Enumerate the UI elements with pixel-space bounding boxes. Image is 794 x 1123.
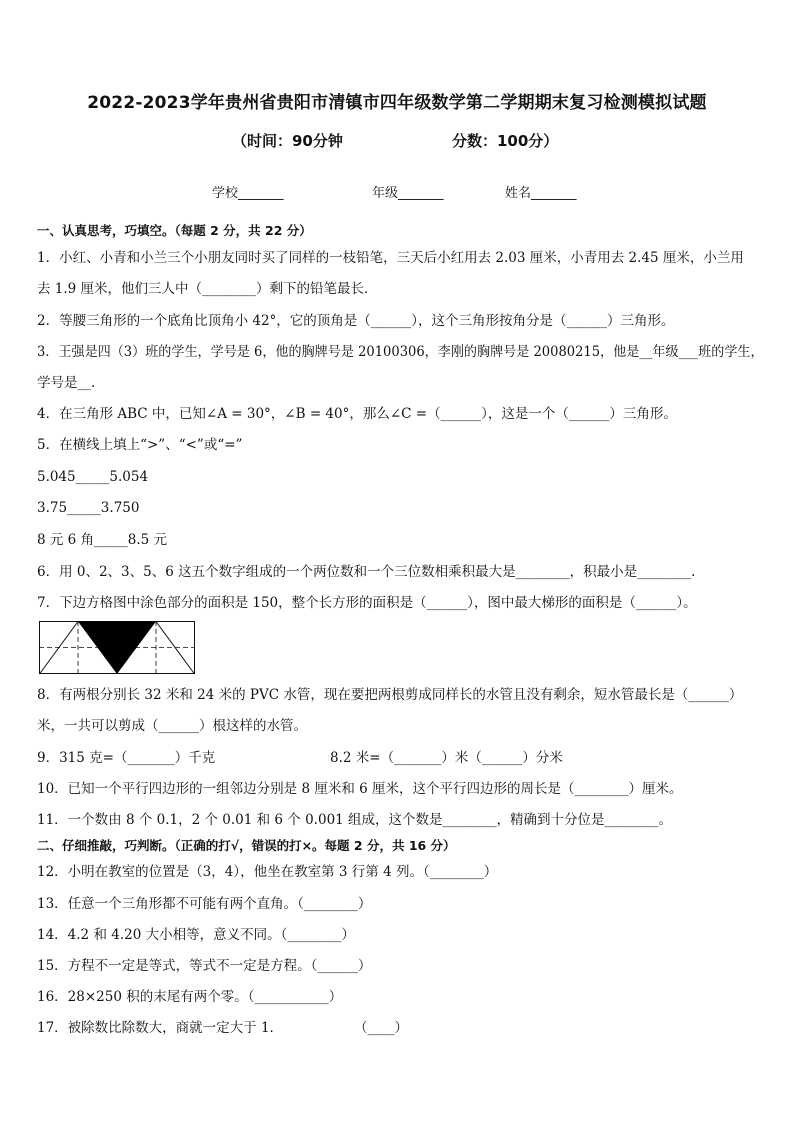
question-14: 14．4.2 和 4.20 大小相等，意义不同。（________） xyxy=(37,927,355,943)
grade-field[interactable]: 年级_______ xyxy=(372,186,444,201)
question-15: 15．方程不一定是等式，等式不一定是方程。（______） xyxy=(37,958,372,974)
question-7-grid-figure xyxy=(39,621,196,675)
question-3-line-2: 学号是__. xyxy=(37,375,96,391)
question-9-a: 9．315 克=（_______）千克 xyxy=(37,750,216,766)
question-8-line-2: 米，一共可以剪成（______）根这样的水管。 xyxy=(37,718,307,734)
question-6: 6．用 0、2、3、5、6 这五个数字组成的一个两位数和一个三位数相乘积最大是________，积最小是________. xyxy=(37,564,696,580)
question-5-a: 5.045_____5.054 xyxy=(37,469,149,485)
question-11: 11．一个数由 8 个 0.1，2 个 0.01 和 6 个 0.001 组成，这个数是________，精确到十分位是________。 xyxy=(37,812,673,828)
exam-score: 分数：100分） xyxy=(452,132,559,150)
question-5-b: 3.75_____3.750 xyxy=(37,500,140,516)
section-2-heading: 二、仔细推敲，巧判断。（正确的打√，错误的打×。每题 2 分，共 16 分） xyxy=(37,838,456,853)
question-16: 16．28×250 积的末尾有两个零。（___________） xyxy=(37,989,343,1005)
question-5-stem: 5．在横线上填上“>”、“<”或“=” xyxy=(37,437,243,453)
section-1-heading: 一、认真思考，巧填空。（每题 2 分，共 22 分） xyxy=(37,223,312,238)
question-13: 13．任意一个三角形都不可能有两个直角。（________） xyxy=(37,896,372,912)
question-12: 12．小明在教室的位置是（3，4），他坐在教室第 3 行第 4 列。（________） xyxy=(37,864,498,880)
question-3-line-1: 3．王强是四（3）班的学生，学号是 6，他的胸牌号是 20100306，李刚的胸牌号是 20080215，他是__年级___班的学生， xyxy=(37,344,764,360)
question-5-c: 8 元 6 角_____8.5 元 xyxy=(37,532,168,548)
question-7: 7．下边方格图中涂色部分的面积是 150，整个长方形的面积是（______），图中最大梯形的面积是（______）。 xyxy=(37,595,697,611)
question-1-line-2: 去 1.9 厘米，他们三人中（________）剩下的铅笔最长． xyxy=(37,281,378,297)
school-field[interactable]: 学校_______ xyxy=(212,186,284,201)
page-title: 2022-2023学年贵州省贵阳市清镇市四年级数学第二学期期末复习检测模拟试题 xyxy=(87,93,707,113)
question-4: 4．在三角形 ABC 中，已知∠A = 30°，∠B = 40°，那么∠C =（______），这是一个（______）三角形。 xyxy=(37,406,677,422)
question-17: 17．被除数比除数大，商就一定大于 1． xyxy=(37,1020,284,1036)
question-10: 10．已知一个平行四边形的一组邻边分别是 8 厘米和 6 厘米，这个平行四边形的周长是（________）厘米。 xyxy=(37,781,683,797)
question-9-b: 8.2 米=（_______）米（______）分米 xyxy=(330,750,563,766)
question-1-line-1: 1．小红、小青和小兰三个小朋友同时买了同样的一枝铅笔，三天后小红用去 2.03 厘米，小青用去 2.45 厘米，小兰用 xyxy=(37,250,744,266)
name-field[interactable]: 姓名_______ xyxy=(505,186,577,201)
question-17-answer-blank[interactable]: （____） xyxy=(354,1020,408,1036)
question-8-line-1: 8．有两根分别长 32 米和 24 米的 PVC 水管，现在要把两根剪成同样长的水管且没有剩余，短水管最长是（______） xyxy=(37,687,743,703)
exam-time: （时间：90分钟 xyxy=(232,132,343,150)
question-2: 2．等腰三角形的一个底角比顶角小 42°，它的顶角是（______），这个三角形按角分是（______）三角形。 xyxy=(37,313,675,329)
